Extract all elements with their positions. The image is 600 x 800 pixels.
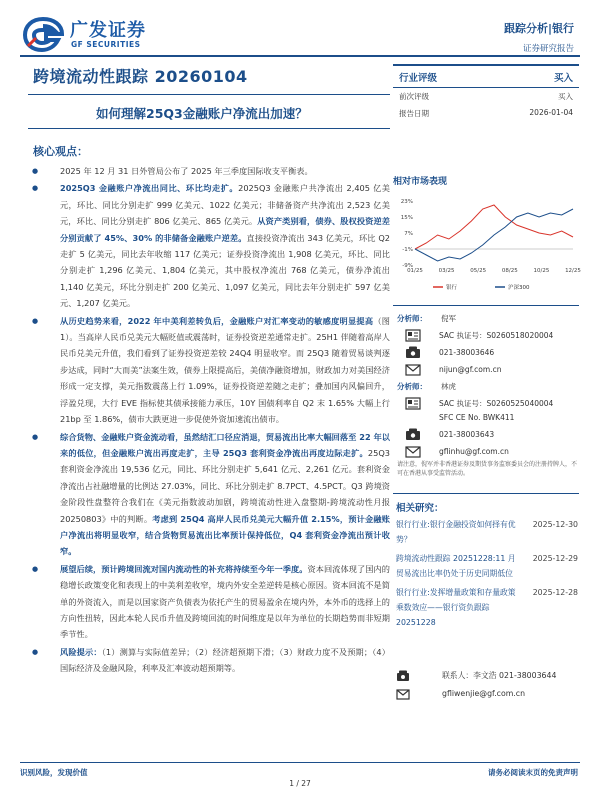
x-tick-label: 01/25: [407, 268, 423, 274]
analyst-name: 林虎: [441, 382, 456, 391]
related-title[interactable]: 银行行业:发挥增量政策和存量政策乘数效应——银行资负跟踪 20251228: [396, 588, 516, 627]
para-bold: 从资产类别看，债券、股权投资逆差分别贡献了 45%、30% 的非储备金融账户逆差。: [60, 216, 390, 243]
para-bold: 风险提示：: [60, 646, 102, 657]
x-tick-label: 12/25: [565, 268, 581, 274]
market-chart-svg: [393, 195, 579, 295]
brand-name-en: GF SECURITIES: [71, 40, 141, 49]
para-text: 2025Q3 金融账户共净流出 2,405 亿美元，环比、同比分别走扩 999 亿美元、1022 亿美元；非储备资产共净流出 2,523 亿美元，环比、同比分别走扩 806 亿美元、865 亿美元。: [60, 183, 390, 227]
related-date: 2025-12-28: [532, 588, 578, 597]
subtitle-divider: [28, 128, 390, 129]
analyst-cert: SAC 执证号：S0260518020004: [439, 331, 554, 340]
series-line-bank: [415, 205, 573, 249]
contact-email[interactable]: gfliwenjie@gf.com.cn: [442, 689, 526, 698]
para-text: 资本回流体现了国内的稳增长政策变化和表现上的中美利差收窄，境内外安全差逆转是核心原因。资本回流不是简单的外资流入，而是以国家资产负债表为依托产生的贸易盈余在境内外，本外币的选择上的方向性扭转，因此本轮人民币升值及跨境回流的时间维度是以年为单位的长期趋势而非短期季节性。: [60, 563, 390, 640]
rating-label: 行业评级: [399, 73, 438, 84]
bullet-paragraph: [44, 180, 390, 311]
report-date-label: 报告日期: [399, 109, 429, 118]
para-text: 直接投资净流出 343 亿美元，环比 Q2 走扩 5 亿美元，同比去年收缩 117 亿美元；证券投资净流出 1,908 亿美元，环比、同比分别走扩 1,296 亿美元、1,804 亿美元，其中股权净流出 768 亿美元，债券净流出 1,140 亿美元，环比分别走扩 200 亿美元、1,097 亿美元，同比去年分别走扩 597 亿美元、1,207 亿美元。: [60, 232, 390, 309]
related-divider: [393, 493, 579, 494]
y-tick-label: -1%: [402, 247, 413, 253]
related-title[interactable]: 银行行业:银行金融投资如何择有优势？: [396, 520, 516, 544]
para-text: （1）测算与实际值差异；（2）经济超预期下滑；（3）财政力度不及预期；（4）国际经济及金融风险，利率及汇率波动超预期等。: [60, 646, 390, 674]
id-card-icon: [405, 329, 421, 342]
phone-icon: [396, 670, 410, 682]
related-item[interactable]: [396, 585, 578, 630]
prev-rating-label: 前次评级: [399, 92, 429, 101]
footer-divider: [20, 762, 580, 763]
contact-name-phone: 联系人：李文浩 021-38003644: [442, 671, 557, 680]
y-tick-label: 15%: [400, 215, 413, 221]
para-text: 2025 年 12 月 31 日外管局公布了 2025 年三季度国际收支平衡表。: [60, 166, 313, 176]
para-bold: 综合货物、金融账户资金流动看，虽然结汇口径应消退，贸易流出比率大幅回落至 22 年以来的低位，但金融账户流出再度走扩，主导 25Q3 套利资金净流出再度边际走扩。: [60, 431, 390, 458]
rating-box: [393, 64, 579, 122]
related-list: [396, 517, 578, 634]
prev-rating-value: 买入: [558, 92, 573, 101]
gf-logo-icon: [22, 16, 64, 52]
core-heading: 核心观点：: [33, 145, 88, 158]
analyst-phone: 021-38003643: [439, 430, 495, 439]
analyst-name: 倪军: [441, 314, 456, 323]
email-icon: [405, 445, 421, 458]
related-item[interactable]: [396, 517, 578, 547]
analyst-sfc: SFC CE No. BWK411: [439, 413, 515, 422]
report-title: 跨境流动性跟踪 20260104: [33, 67, 248, 86]
logo: [22, 14, 182, 54]
footer-slogan: 识别风险，发现价值: [20, 768, 88, 777]
x-tick-label: 03/25: [438, 268, 455, 274]
para-bold: 考虑到 25Q4 高岸人民币兑美元大幅升值 2.15%，预计金融账户净流出将明显收窄，结合货物贸易流出比率预计保持低位，Q4 套利资金净流出预计收窄。: [60, 513, 390, 557]
x-tick-label: 10/25: [533, 268, 550, 274]
bullet-paragraph: [44, 429, 390, 560]
doc-type: 证券研究报告: [522, 44, 574, 54]
analyst-label: 分析师：: [397, 314, 427, 323]
legend-label: 银行: [446, 285, 458, 291]
market-heading: 相对市场表现: [393, 177, 448, 187]
x-tick-label: 08/25: [501, 268, 518, 274]
brand-name-cn: 广发证券: [70, 20, 146, 41]
core-points: [44, 163, 390, 678]
rating-value: 买入: [553, 73, 573, 84]
para-bold: 从历史趋势来看，2022 年中美利差转负后，金融账户对汇率变动的敏感度明显提高: [60, 315, 374, 326]
phone-icon: [405, 346, 421, 359]
analyst-email[interactable]: nijun@gf.com.cn: [439, 365, 502, 374]
related-item[interactable]: [396, 551, 578, 581]
para-bold: 2025Q3 金融账户净流出同比、环比均走扩。: [60, 183, 239, 194]
y-tick-label: -9%: [402, 263, 413, 269]
para-text: （图 1）。当高岸人民币兑美元大幅贬值或震荡时，证券投资逆差通常走扩。25H1 伴随着高岸人民币兑美元升值，我们看到了证券投资逆差较 24Q4 明显收窄。而 25Q3 随着贸易谈判逐步达成，同时“大而美”法案生效，债券上限提高后，美债净融资增加，财政加力对美国经济形成一定支撑，美元指数震荡上行 1.09%，证券投资逆差随之走扩；叠加国内风偏回升，浮盈兑现，大行 EVE 指标使其债承接能力承压，10Y 国债利率自 Q2 末 1.65% 大幅上行 21bp 至 1.86%，债市大跌更进一步促使外资加速流出债市。: [60, 315, 390, 425]
rating-header: [393, 64, 579, 88]
analyst-label: 分析师：: [397, 382, 427, 391]
x-tick-label: 05/25: [470, 268, 487, 274]
disclaimer: 请注意，倪军并非香港证券及期货事务监察委员会的注册持牌人，不可在香港从事受监管活动。: [397, 461, 578, 477]
report-date-row: [393, 105, 579, 122]
analyst-card: [393, 378, 579, 460]
header-divider: [20, 55, 580, 57]
analyst-phone: 021-38003646: [439, 348, 495, 357]
related-title[interactable]: 跨境流动性跟踪 20251228:11 月贸易流出比率仍处于历史同期低位: [396, 554, 516, 578]
report-subtitle: 如何理解25Q3金融账户净流出加速？: [96, 106, 308, 121]
market-chart: [393, 195, 579, 295]
bullet-paragraph: [44, 163, 390, 179]
bullet-paragraph: [44, 644, 390, 677]
prev-rating-row: [393, 88, 579, 105]
report-date-value: 2026-01-04: [529, 108, 573, 117]
contact-block: [396, 667, 578, 703]
para-bold: 展望后续，预计跨境回流对国内流动性的补充将持续至今年一季度。: [60, 563, 308, 574]
email-icon: [396, 688, 410, 700]
analyst-card: [393, 310, 579, 378]
page-number: 1 / 27: [289, 779, 311, 788]
footer-disclaimer: 请务必阅读末页的免责声明: [488, 768, 578, 777]
analyst-email[interactable]: gflinhu@gf.com.cn: [439, 447, 509, 456]
para-text: 25Q3 套利资金净流出 19,536 亿元，同比、环比分别走扩 5,641 亿元、2,261 亿元。套利资金净流出占社融增量的比例达 27.03%，同比、环比分别走扩 8.7PCT、4.5PCT。Q3 跨境资金阶段性盘整符合我们在《美元指数波动加剧，跨境流动性进入盘整期-跨境流动性月报 20250803》中的判断。: [60, 447, 390, 524]
phone-icon: [405, 428, 421, 441]
related-date: 2025-12-30: [532, 520, 578, 529]
id-card-icon: [405, 397, 421, 410]
y-tick-label: 23%: [400, 199, 413, 205]
legend-label: 沪深300: [508, 285, 530, 291]
analyst-cert: SAC 执证号：S0260525040004: [439, 399, 554, 408]
related-heading: 相关研究：: [396, 503, 444, 514]
related-date: 2025-12-29: [532, 554, 578, 563]
bullet-paragraph: [44, 313, 390, 428]
bullet-paragraph: [44, 561, 390, 643]
analyst-divider: [393, 305, 579, 306]
y-tick-label: 7%: [404, 231, 413, 237]
title-divider: [28, 94, 390, 95]
report-category: 跟踪分析|银行: [503, 22, 574, 35]
email-icon: [405, 363, 421, 376]
header-meta: [504, 20, 574, 54]
